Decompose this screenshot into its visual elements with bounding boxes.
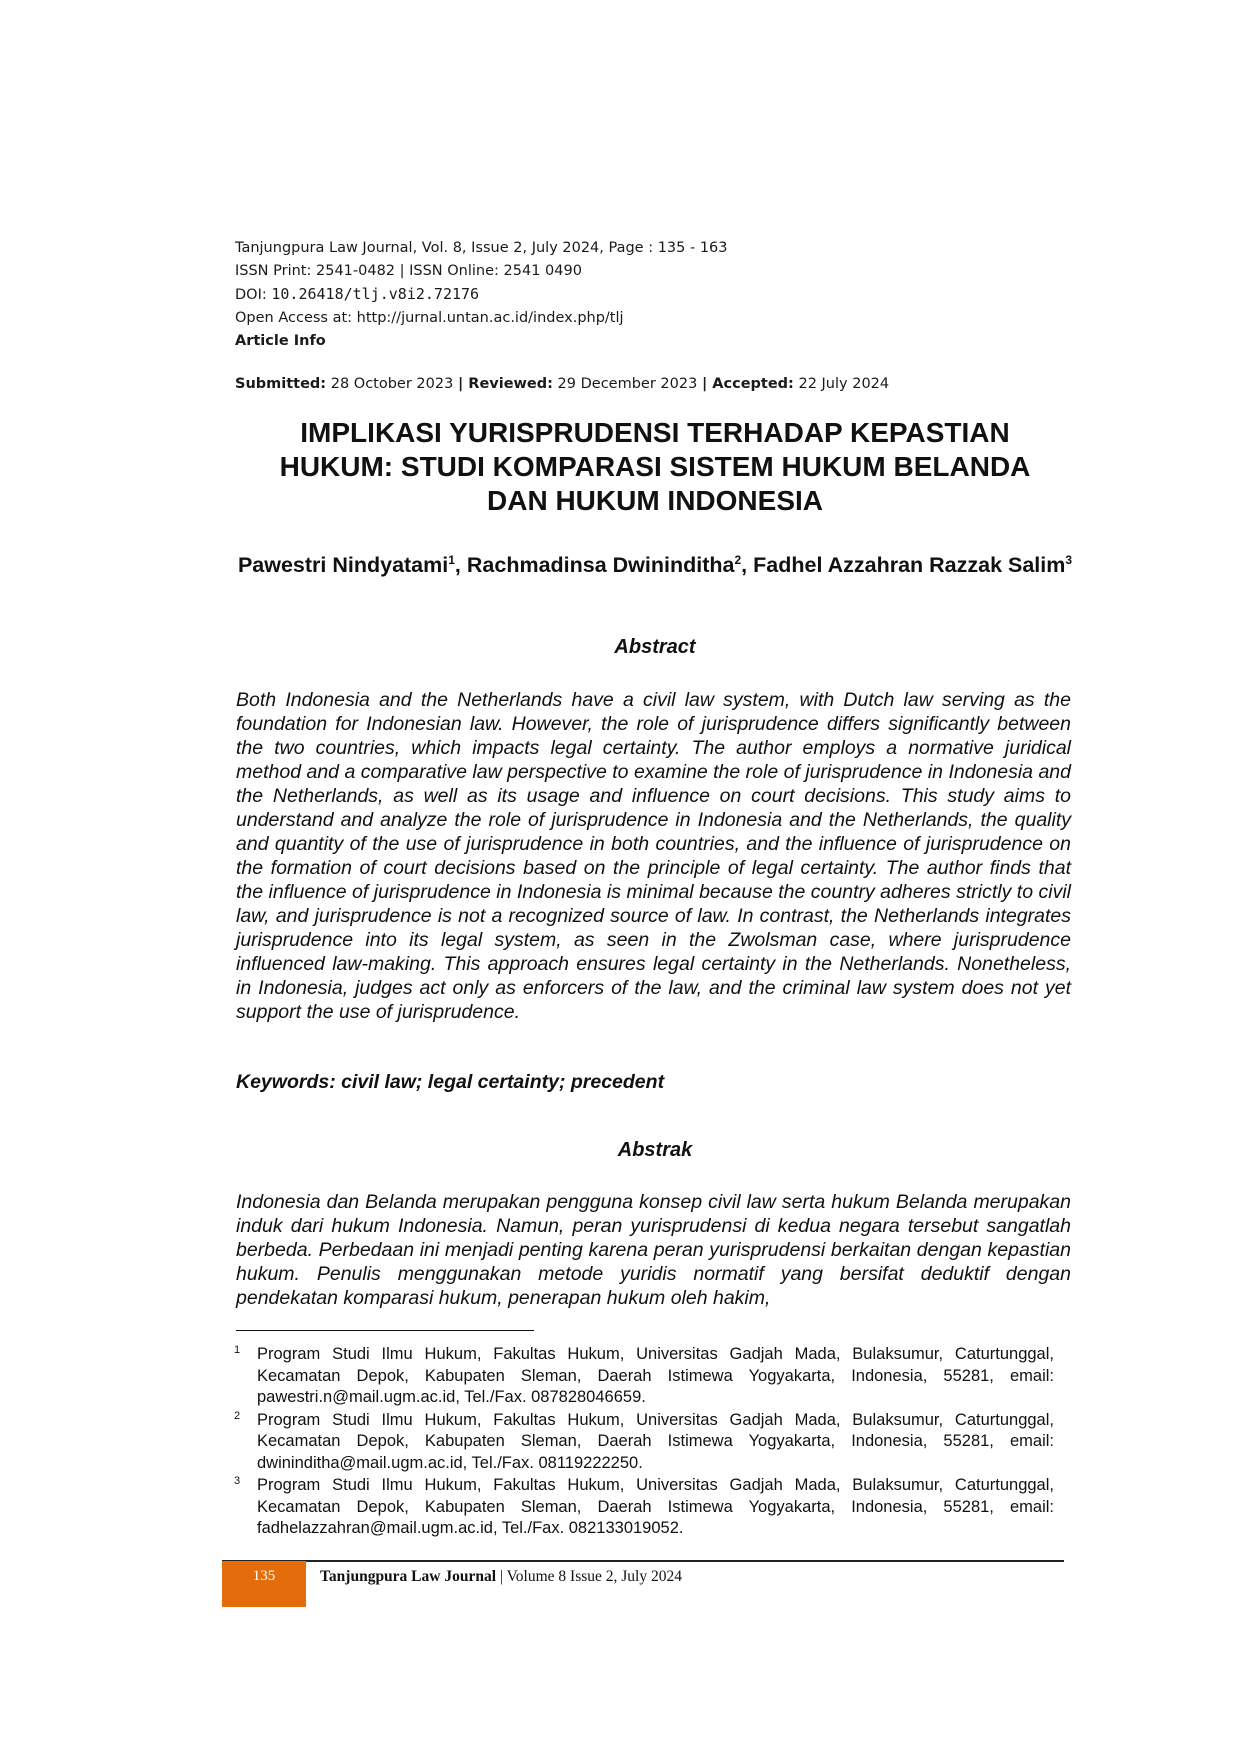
accepted-date: 22 July 2024: [793, 376, 890, 392]
page-number: 135: [252, 1568, 276, 1584]
footnote-2: [234, 1410, 1054, 1475]
footnote-separator: [236, 1330, 534, 1331]
footnote-text: Program Studi Ilmu Hukum, Fakultas Hukum, Universitas Gadjah Mada, Bulaksumur, Caturtunggal, Kecamatan Depok, Kabupaten Sleman, Daerah Istimewa Yogyakarta, Indonesia, 55281, email: dwininditha@mail.ugm.ac.id, Tel./Fax. 08119222250.: [257, 1410, 1054, 1472]
footnote-text: Program Studi Ilmu Hukum, Fakultas Hukum, Universitas Gadjah Mada, Bulaksumur, Caturtunggal, Kecamatan Depok, Kabupaten Sleman, Daerah Istimewa Yogyakarta, Indonesia, 55281, email: fadhelazzahran@mail.ugm.ac.id, Tel./Fax. 082133019052.: [257, 1476, 1054, 1537]
title-line-1: IMPLIKASI YURISPRUDENSI TERHADAP KEPASTIAN: [300, 417, 1010, 448]
author-1-affiliation-marker: 1: [448, 553, 455, 567]
doi-label: DOI:: [235, 287, 272, 303]
article-metadata: [235, 237, 1035, 353]
open-access-line[interactable]: Open Access at: http://jurnal.untan.ac.id/index.php/tlj: [235, 310, 624, 326]
reviewed-date: 29 December 2023: [552, 376, 702, 392]
footnote-1: [234, 1344, 1054, 1409]
footnotes: [234, 1344, 1054, 1541]
issn-line: ISSN Print: 2541-0482 | ISSN Online: 2541 0490: [235, 263, 582, 279]
author-3-affiliation-marker: 3: [1065, 553, 1073, 567]
footnote-text: Program Studi Ilmu Hukum, Fakultas Hukum, Universitas Gadjah Mada, Bulaksumur, Caturtunggal, Kecamatan Depok, Kabupaten Sleman, Daerah Istimewa Yogyakarta, Indonesia, 55281, email: pawestri.n@mail.ugm.ac.id, Tel./Fax. 087828046659.: [257, 1345, 1054, 1406]
submission-dates: [235, 376, 889, 392]
reviewed-label: | Reviewed:: [457, 376, 553, 392]
footnote-number: 3: [234, 1475, 241, 1487]
abstrak-heading: Abstrak: [617, 1139, 693, 1161]
doi-value[interactable]: 10.26418/tlj.v8i2.72176: [271, 285, 480, 303]
title-line-2: HUKUM: STUDI KOMPARASI SISTEM HUKUM BELANDA: [279, 451, 1031, 482]
doi-line: [235, 283, 1035, 307]
author-list: [220, 549, 1090, 582]
abstract-body: Both Indonesia and the Netherlands have a civil law system, with Dutch law serving as the foundation for Indonesian law. However, the role of jurisprudence differs significantly between the two countries, which impacts legal certainty. The author employs a normative juridical method and a comparative law perspective to examine the role of jurisprudence in Indonesia and the Netherlands, as well as its usage and influence on court decisions. This study aims to understand and analyze the role of jurisprudence in Indonesia and the Netherlands, the quality and quantity of the use of jurisprudence in both countries, and the influence of jurisprudence on the formation of court decisions based on the principle of legal certainty. The author finds that the influence of jurisprudence in Indonesia is minimal because the country adheres strictly to civil law, and jurisprudence is not a recognized source of law. In contrast, the Netherlands integrates jurisprudence into its legal system, as seen in the Zwolsman case, where jurisprudence influenced law-making. This approach ensures legal certainty in the Netherlands. Nonetheless, in Indonesia, judges act only as enforcers of the law, and the criminal law system does not yet support the use of jurisprudence.: [236, 689, 1071, 1023]
author-separator: ,: [741, 553, 754, 577]
author-2: Rachmadinsa Dwininditha: [466, 553, 735, 577]
footer-issue-info: | Volume 8 Issue 2, July 2024: [499, 1568, 682, 1585]
submitted-date: 28 October 2023: [326, 376, 458, 392]
footer-journal-info: [320, 1568, 682, 1586]
author-2-affiliation-marker: 2: [734, 553, 742, 567]
footer-journal-name: Tanjungpura Law Journal: [320, 1568, 497, 1585]
accepted-label: | Accepted:: [701, 376, 794, 392]
author-1: Pawestri Nindyatami: [237, 553, 449, 577]
keywords-line: Keywords: civil law; legal certainty; precedent: [236, 1071, 665, 1093]
submitted-label: Submitted:: [235, 376, 327, 392]
title-line-3: DAN HUKUM INDONESIA: [487, 485, 823, 516]
footnote-number: 1: [234, 1344, 241, 1356]
author-separator: ,: [454, 553, 467, 577]
footnote-number: 2: [234, 1409, 241, 1422]
abstrak-body: Indonesia dan Belanda merupakan pengguna konsep civil law serta hukum Belanda merupakan induk dari hukum Indonesia. Namun, peran yurisprudensi di kedua negara tersebut sangatlah berbeda. Perbedaan ini menjadi penting karena peran yurisprudensi berkaitan dengan kepastian hukum. Penulis menggunakan metode yuridis normatif yang bersifat deduktif dengan pendekatan komparasi hukum, penerapan hukum oleh hakim,: [236, 1191, 1071, 1309]
article-title: [200, 416, 1110, 518]
abstract-heading: Abstract: [614, 636, 696, 658]
footer-rule: [222, 1560, 1064, 1562]
author-3: Fadhel Azzahran Razzak Salim: [753, 553, 1066, 577]
article-info-label: Article Info: [235, 333, 326, 349]
footnote-3: [234, 1475, 1054, 1540]
citation-line: Tanjungpura Law Journal, Vol. 8, Issue 2, July 2024, Page : 135 - 163: [235, 240, 728, 256]
